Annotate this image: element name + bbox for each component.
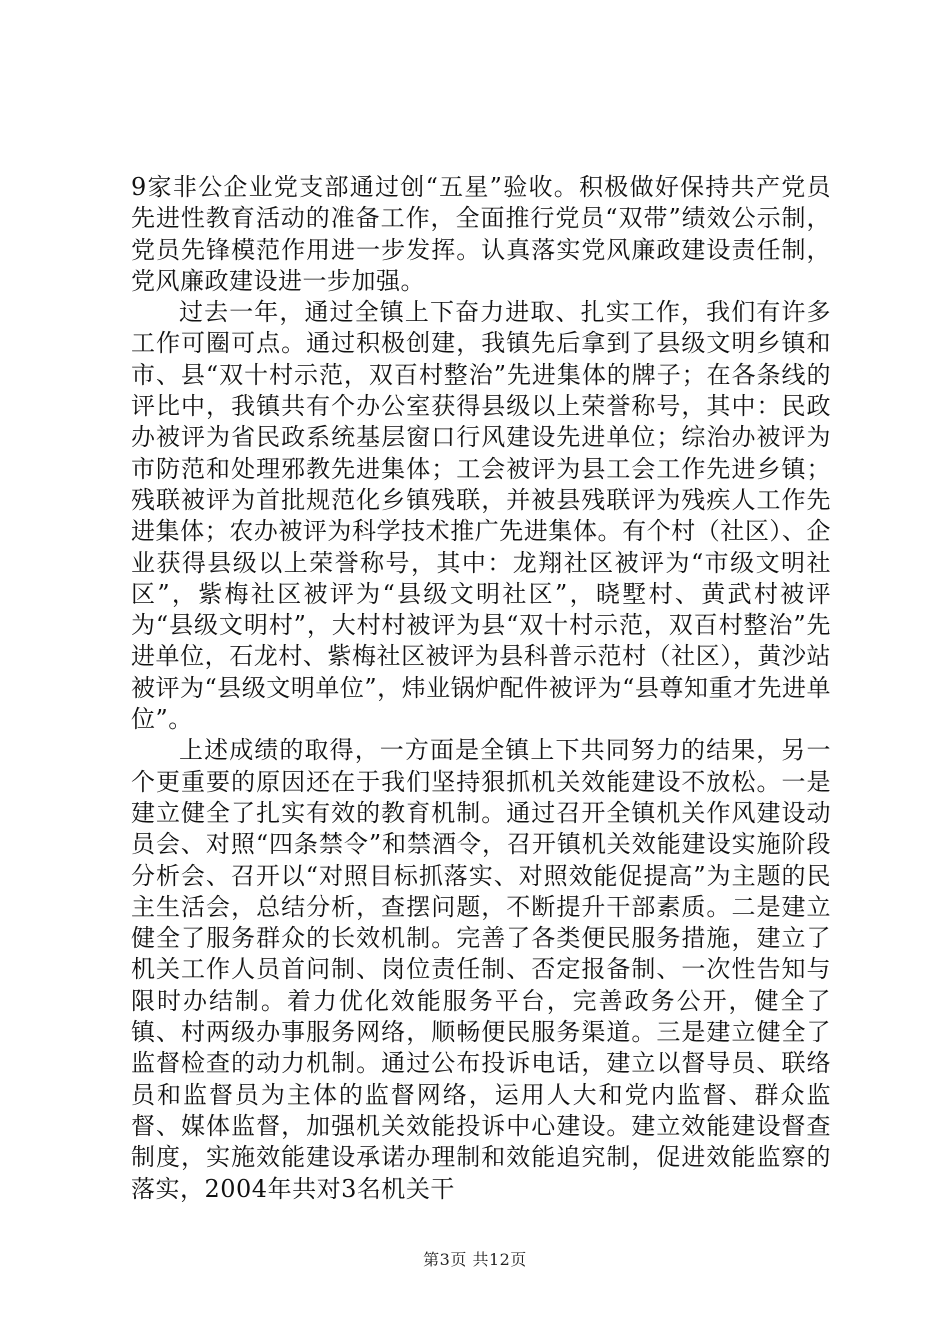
paragraph-continued: 9家非公企业党支部通过创“五星”验收。积极做好保持共产党员先进性教育活动的准备工作，全面推行党员“双带”绩效公示制，党员先锋模范作用进一步发挥。认真落实党风廉政建设责任制，党风廉政建设进一步加强。: [131, 173, 831, 295]
document-body: [131, 172, 831, 1205]
page-number-footer: 第3页 共12页: [423, 1250, 527, 1269]
paragraph-efficiency: 上述成绩的取得，一方面是全镇上下共同努力的结果，另一个更重要的原因还在于我们坚持狠抓机关效能建设不放松。一是建立健全了扎实有效的教育机制。通过召开全镇机关作风建设动员会、对照“四条禁令”和禁酒令，召开镇机关效能建设实施阶段分析会、召开以“对照目标抓落实、对照效能促提高”为主题的民主生活会，总结分析，查摆问题，不断提升干部素质。二是建立健全了服务群众的长效机制。完善了各类便民服务措施，建立了机关工作人员首问制、岗位责任制、否定报备制、一次性告知与限时办结制。着力优化效能服务平台，完善政务公开，健全了镇、村两级办事服务网络，顺畅便民服务渠道。三是建立健全了监督检查的动力机制。通过公布投诉电话，建立以督导员、联络员和监督员为主体的监督网络，运用人大和党内监督、群众监督、媒体监督，加强机关效能投诉中心建设。建立效能建设督查制度，实施效能建设承诺办理制和效能追究制，促进效能监察的落实，2004年共对3名机关干: [131, 736, 831, 1203]
paragraph-achievements: 过去一年，通过全镇上下奋力进取、扎实工作，我们有许多工作可圈可点。通过积极创建，我镇先后拿到了县级文明乡镇和市、县“双十村示范，双百村整治”先进集体的牌子；在各条线的评比中，我镇共有个办公室获得县级以上荣誉称号，其中：民政办被评为省民政系统基层窗口行风建设先进单位；综治办被评为市防范和处理邪教先进集体；工会被评为县工会工作先进乡镇；残联被评为首批规范化乡镇残联，并被县残联评为残疾人工作先进集体；农办被评为科学技术推广先进集体。有个村（社区）、企业获得县级以上荣誉称号，其中：龙翔社区被评为“市级文明社区”，紫梅社区被评为“县级文明社区”，晓墅村、黄武村被评为“县级文明村”，大村村被评为县“双十村示范，双百村整治”先进单位，石龙村、紫梅社区被评为县科普示范村（社区），黄沙站被评为“县级文明单位”，炜业锅炉配件被评为“县尊知重才先进单位”。: [131, 298, 831, 734]
